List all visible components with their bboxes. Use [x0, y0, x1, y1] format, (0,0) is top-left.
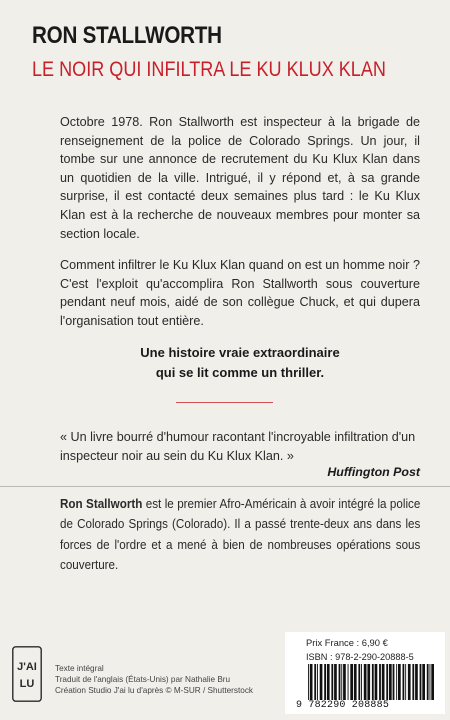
barcode-bar — [415, 664, 418, 700]
section-divider — [0, 486, 450, 487]
credits — [55, 663, 253, 696]
logo-text-top: J'AI — [17, 661, 37, 673]
barcode-bar — [361, 664, 362, 700]
hook-line-2: qui se lit comme un thriller. — [155, 365, 325, 380]
red-divider — [176, 402, 273, 403]
barcode-bar — [430, 664, 431, 700]
barcode-bar — [405, 664, 406, 700]
barcode-bar — [308, 664, 309, 700]
synopsis — [60, 113, 420, 344]
credits-line-1: Texte intégral — [55, 664, 104, 673]
credits-line-3: Création Studio J'ai lu d'après © M-SUR / Shutterstock — [55, 686, 254, 695]
price-label: Prix France : 6,90 € — [306, 637, 388, 648]
barcode-bar — [320, 664, 323, 700]
barcode-bar — [354, 664, 357, 700]
barcode-bar — [427, 664, 429, 700]
barcode-bar — [398, 664, 401, 700]
barcode-bar — [350, 664, 353, 700]
review-quote: « Un livre bourré d'humour racontant l'incroyable infiltration d'un inspecteur noir au sein du Ku Klux Klan. » — [60, 430, 416, 463]
jai-lu-logo-icon — [12, 646, 42, 702]
bio-text: est le premier Afro-Américain à avoir intégré la police de Colorado Springs (Colorado). Il a passé trente-deux ans dans les forces de l'ordre et a mené à bien de nombreuses opérations sous couverture. — [60, 496, 421, 573]
credits-line-2: Traduit de l'anglais (États-Unis) par Nathalie Bru — [55, 675, 231, 684]
barcode-bar — [324, 664, 326, 700]
author-name: RON STALLWORTH — [32, 22, 222, 49]
barcode-bar — [412, 664, 414, 700]
barcode-bar — [334, 664, 337, 700]
author-bio — [60, 494, 420, 576]
barcode-bar — [339, 664, 341, 700]
barcode-bar — [408, 664, 411, 700]
barcode-bar — [372, 664, 374, 700]
barcode-bar — [403, 664, 405, 700]
barcode-bar — [422, 664, 425, 700]
bio-author-name: Ron Stallworth — [60, 496, 143, 511]
barcode-bar — [393, 664, 395, 700]
barcode-bar — [331, 664, 333, 700]
barcode-bar — [389, 664, 392, 700]
barcode-bar — [358, 664, 360, 700]
barcode-bar — [314, 664, 316, 700]
barcode-bar — [375, 664, 378, 700]
barcode-bar — [341, 664, 342, 700]
barcode-bar — [310, 664, 313, 700]
barcode-bar — [431, 664, 434, 700]
barcode-bar — [317, 664, 318, 700]
hook-tagline — [60, 343, 420, 383]
barcode-bar — [379, 664, 381, 700]
review-source: Huffington Post — [327, 465, 420, 479]
barcode-bar — [420, 664, 422, 700]
barcode-bar — [348, 664, 349, 700]
logo-text-bottom: LU — [19, 678, 35, 690]
barcode-bar — [343, 664, 346, 700]
synopsis-paragraph-1: Octobre 1978. Ron Stallworth est inspecteur à la brigade de renseignement de la police de Colorado Springs. Un jour, il tombe sur une annonce de recrutement du Ku Klux Klan dans un quotidien de la ville. Intrigué, il y répond et, à sa grande surprise, il est contacté deux semaines plus tard : le Ku Klux Klan est à la recherche de nouveaux membres pour monter sa section locale. — [60, 115, 420, 241]
isbn-label: ISBN : 978-2-290-20888-5 — [306, 652, 414, 662]
barcode-bar — [364, 664, 367, 700]
book-subtitle: LE NOIR QUI INFILTRA LE KU KLUX KLAN — [32, 58, 386, 81]
barcode-bar — [367, 664, 370, 700]
synopsis-paragraph-2: Comment infiltrer le Ku Klux Klan quand on est un homme noir ? C'est l'exploit qu'accomplira Ron Stallworth sous couverture pendant neuf mois, aidé de son collègue Chuck, et qui dupera l'organisation tout entière. — [60, 258, 420, 328]
barcode-digits: 9 782290 208885 — [296, 700, 390, 711]
barcode-bar — [382, 664, 385, 700]
barcode-bar — [396, 664, 397, 700]
barcode-icon — [306, 664, 436, 700]
barcode-bar — [386, 664, 388, 700]
hook-line-1: Une histoire vraie extraordinaire — [140, 345, 340, 360]
barcode-bar — [327, 664, 330, 700]
